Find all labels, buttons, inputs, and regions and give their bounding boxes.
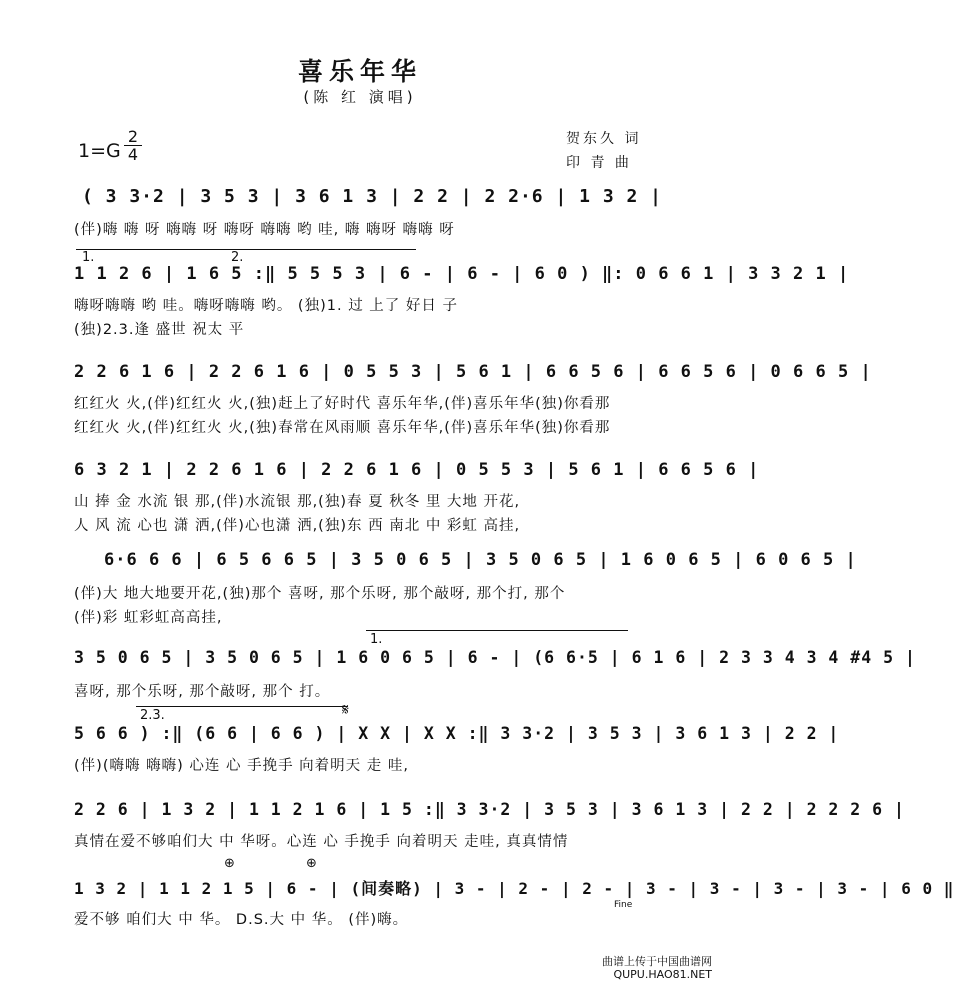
singer-credit: (陈 红 演唱) — [303, 88, 417, 106]
meter-top: 2 — [127, 127, 139, 146]
watermark-line-2: QUPU.HAO81.NET — [613, 968, 712, 981]
composer-credit: 印 青 曲 — [566, 155, 632, 171]
notation-row-6: 3 5 0 6 5 | 3 5 0 6 5 | 1 6 0 6 5 | 6 - | (6 6·5 | 6 1 6 | 2 3 3 4 3 4 #4 5 | — [74, 648, 916, 667]
lyric-row-7: (伴)(嗨嗨 嗨嗨) 心连 心 手挽手 向着明天 走 哇, — [74, 758, 409, 774]
coda-sign-1: ⊕ — [224, 856, 235, 871]
notation-row-1: ( 3 3·2 | 3 5 3 | 3 6 1 3 | 2 2 | 2 2·6 | 1 3 2 | — [82, 186, 663, 207]
volta-2-bracket — [226, 249, 416, 250]
notation-row-5: 6·6 6 6 | 6 5 6 6 5 | 3 5 0 6 5 | 3 5 0 6 5 | 1 6 0 6 5 | 6 0 6 5 | — [104, 550, 857, 570]
notation-row-8: 2 2 6 | 1 3 2 | 1 1 2 1 6 | 1 5 :‖ 3 3·2 | 3 5 3 | 3 6 1 3 | 2 2 | 2 2 2 6 | — [74, 800, 905, 819]
notation-row-4: 6 3 2 1 | 2 2 6 1 6 | 2 2 6 1 6 | 0 5 5 3 | 5 6 1 | 6 6 5 6 | — [74, 460, 760, 480]
lyric-row-4-verse-2: 人 风 流 心也 潇 洒,(伴)心也潇 洒,(独)东 西 南北 中 彩虹 高挂, — [74, 518, 521, 534]
notation-row-3: 2 2 6 1 6 | 2 2 6 1 6 | 0 5 5 3 | 5 6 1 | 6 6 5 6 | 6 6 5 6 | 0 6 6 5 | — [74, 362, 872, 382]
lyric-row-3-verse-1: 红红火 火,(伴)红红火 火,(独)赶上了好时代 喜乐年华,(伴)喜乐年华(独)你看那 — [74, 396, 611, 412]
watermark-line-1: 曲谱上传于中国曲谱网 — [602, 955, 712, 968]
lyric-row-8: 真情在爱不够咱们大 中 华呀。心连 心 手挽手 向着明天 走哇, 真真情情 — [74, 834, 569, 850]
segno-sign: 𝄋 — [342, 700, 349, 719]
fine-mark: Fine — [614, 900, 633, 910]
key-signature: 1=G — [78, 140, 121, 162]
lyric-row-6: 喜呀, 那个乐呀, 那个敲呀, 那个 打。 — [74, 684, 331, 700]
source-watermark — [602, 955, 712, 981]
lyric-row-5-verse-2: (伴)彩 虹彩虹高高挂, — [74, 610, 223, 626]
lyric-row-5-verse-1: (伴)大 地大地要开花,(独)那个 喜呀, 那个乐呀, 那个敲呀, 那个打, 那个 — [74, 586, 566, 602]
volta-1-bracket — [76, 249, 226, 250]
lyric-row-2-verse-2: (独)2.3.逢 盛世 祝太 平 — [74, 322, 245, 338]
lyricist-credit: 贺东久 词 — [566, 131, 642, 147]
lyric-row-9: 爱不够 咱们大 中 华。 D.S.大 中 华。 (伴)嗨。 — [74, 912, 409, 928]
song-title: 喜乐年华 — [297, 57, 422, 86]
volta-23-label: 2.3. — [140, 708, 165, 723]
lyric-row-1: (伴)嗨 嗨 呀 嗨嗨 呀 嗨呀 嗨嗨 哟 哇, 嗨 嗨呀 嗨嗨 呀 — [74, 222, 455, 238]
volta-1b-bracket — [366, 630, 628, 631]
lyric-row-2-verse-1: 嗨呀嗨嗨 哟 哇。嗨呀嗨嗨 哟。 (独)1. 过 上了 好日 子 — [74, 298, 459, 314]
notation-row-2: 1 1 2 6 | 1 6 5 :‖ 5 5 5 3 | 6 - | 6 - | 6 0 ) ‖: 0 6 6 1 | 3 3 2 1 | — [74, 264, 850, 284]
lyric-row-3-verse-2: 红红火 火,(伴)红红火 火,(独)春常在风雨顺 喜乐年华,(伴)喜乐年华(独)你看那 — [74, 420, 611, 436]
time-signature — [124, 128, 142, 163]
meter-bottom: 4 — [124, 145, 142, 163]
volta-2-label: 2. — [231, 250, 244, 265]
volta-1b-label: 1. — [370, 632, 383, 647]
volta-23-bracket — [136, 706, 348, 707]
coda-sign-2: ⊕ — [306, 856, 317, 871]
volta-1-label: 1. — [82, 250, 95, 265]
notation-row-9: 1 3 2 | 1 1 2 1 5 | 6 - | (间奏略) | 3 - | 2 - | 2 - | 3 - | 3 - | 3 - | 3 - | 6 0 ‖ — [74, 879, 954, 898]
lyric-row-4-verse-1: 山 捧 金 水流 银 那,(伴)水流银 那,(独)春 夏 秋冬 里 大地 开花, — [74, 494, 521, 510]
notation-row-7: 5 6 6 ) :‖ (6 6 | 6 6 ) | X X | X X :‖ 3 3·2 | 3 5 3 | 3 6 1 3 | 2 2 | — [74, 724, 840, 743]
